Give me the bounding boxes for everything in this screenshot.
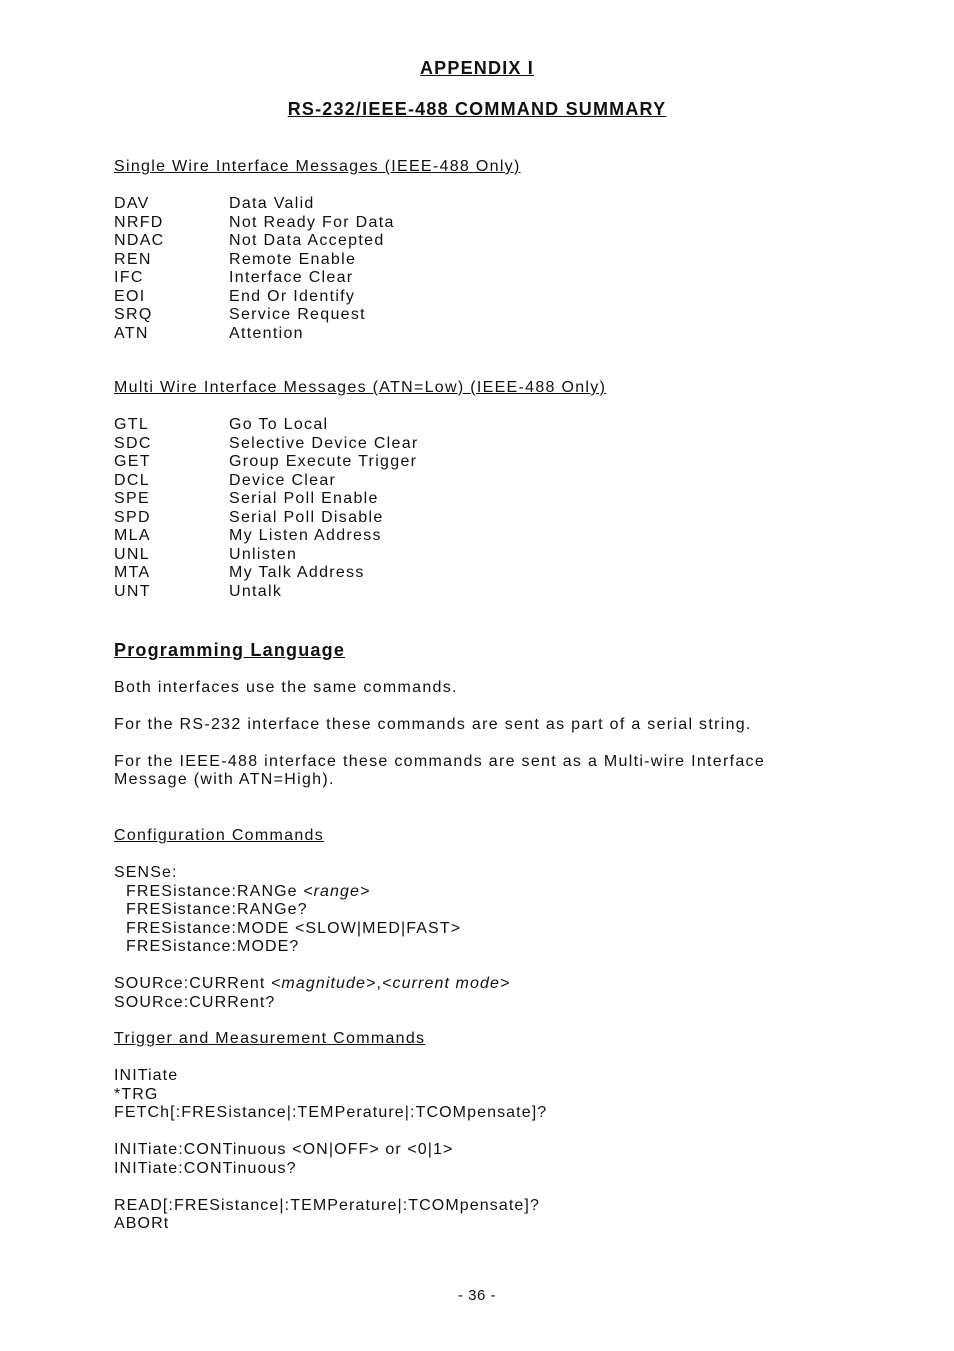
command-line: FRESistance:MODE <SLOW|MED|FAST> <box>126 919 462 937</box>
command-line: SENSe: <box>114 864 178 881</box>
table-row <box>114 214 395 233</box>
paragraph: For the RS-232 interface these commands are sent as part of a serial string. <box>114 716 752 733</box>
trigger-commands-heading: Trigger and Measurement Commands <box>114 1030 426 1047</box>
table-row <box>114 490 419 509</box>
table-row <box>114 564 419 583</box>
command-argument: <current mode> <box>382 975 511 992</box>
command-line: INITiate:CONTinuous? <box>114 1159 297 1177</box>
message-description: Device Clear <box>229 471 337 489</box>
message-code: NRFD <box>114 213 164 231</box>
table-row <box>114 325 395 344</box>
appendix-title: APPENDIX I <box>419 58 535 78</box>
message-description: Data Valid <box>229 195 315 212</box>
command-line: *TRG <box>114 1085 159 1103</box>
command-line: FETCh[:FRESistance|:TEMPerature|:TCOMpensate]? <box>114 1104 548 1121</box>
table-row <box>114 306 395 325</box>
message-description: Go To Local <box>229 416 329 433</box>
message-code: SRQ <box>114 306 153 323</box>
command-separator: , <box>376 975 383 992</box>
message-code: REN <box>114 250 152 268</box>
message-code: SPD <box>114 508 151 526</box>
table-row <box>114 472 419 491</box>
message-code: GET <box>114 453 151 470</box>
table-row <box>114 583 419 602</box>
message-description: Not Ready For Data <box>229 213 395 231</box>
single-wire-heading: Single Wire Interface Messages (IEEE-488 Only) <box>114 158 521 175</box>
command-line: FRESistance:RANGe? <box>126 901 308 918</box>
command-line: READ[:FRESistance|:TEMPerature|:TCOMpensate]? <box>114 1196 540 1214</box>
message-description: Serial Poll Disable <box>229 508 384 526</box>
table-row <box>114 288 395 307</box>
message-code: IFC <box>114 269 144 286</box>
blank-line <box>114 957 510 976</box>
message-description: My Talk Address <box>229 564 365 581</box>
message-description: Service Request <box>229 306 366 323</box>
table-row <box>114 453 419 472</box>
table-row <box>114 251 395 270</box>
message-description: Attention <box>229 324 304 342</box>
programming-language-heading: Programming Language <box>114 640 346 660</box>
command-line: SOURce:CURRent? <box>114 993 276 1011</box>
configuration-command-list <box>114 864 510 1012</box>
multi-wire-heading: Multi Wire Interface Messages (ATN=Low) (IEEE-488 Only) <box>114 379 607 396</box>
message-description: Serial Poll Enable <box>229 490 379 507</box>
blank-line <box>114 1123 547 1142</box>
message-code: DAV <box>114 195 150 212</box>
message-description: Not Data Accepted <box>229 232 385 249</box>
message-description: My Listen Address <box>229 527 382 544</box>
message-code: NDAC <box>114 232 165 249</box>
command-line <box>114 883 510 902</box>
table-row <box>114 416 419 435</box>
table-row <box>114 269 395 288</box>
message-code: UNT <box>114 582 151 600</box>
command-line: FRESistance:MODE? <box>126 938 300 955</box>
message-code: MTA <box>114 564 151 581</box>
table-row <box>114 435 419 454</box>
message-code: ATN <box>114 324 149 342</box>
configuration-commands-heading: Configuration Commands <box>114 827 325 844</box>
summary-title: RS-232/IEEE-488 COMMAND SUMMARY <box>287 99 667 119</box>
table-row <box>114 527 419 546</box>
paragraph: Both interfaces use the same commands. <box>114 679 458 696</box>
command-line: INITiate <box>114 1067 179 1084</box>
message-code: MLA <box>114 527 151 544</box>
page-number: - 36 - <box>457 1287 496 1304</box>
table-row <box>114 195 395 214</box>
command-line <box>114 975 510 994</box>
table-row <box>114 509 419 528</box>
message-description: Untalk <box>229 582 283 600</box>
message-description: Unlisten <box>229 545 298 563</box>
blank-line <box>114 1178 547 1197</box>
message-description: End Or Identify <box>229 287 356 305</box>
message-code: GTL <box>114 416 150 433</box>
message-description: Interface Clear <box>229 269 354 286</box>
command-line: INITiate:CONTinuous <ON|OFF> or <0|1> <box>114 1141 454 1158</box>
table-row <box>114 232 395 251</box>
command-text: FRESistance:RANGe <box>126 882 304 900</box>
message-code: EOI <box>114 287 146 305</box>
paragraph: For the IEEE-488 interface these commands are sent as a Multi-wire Interface <box>114 753 766 770</box>
message-code: UNL <box>114 545 150 563</box>
command-line: ABORt <box>114 1215 170 1232</box>
command-argument: <magnitude> <box>270 975 377 992</box>
command-argument: <range> <box>303 882 371 900</box>
trigger-command-list <box>114 1067 547 1234</box>
single-wire-table <box>114 195 395 343</box>
multi-wire-table <box>114 416 419 601</box>
paragraph: Message (with ATN=High). <box>114 771 335 788</box>
table-row <box>114 546 419 565</box>
message-description: Remote Enable <box>229 250 357 268</box>
message-code: SPE <box>114 490 150 507</box>
command-text: SOURce:CURRent <box>114 975 271 992</box>
message-code: SDC <box>114 434 152 452</box>
message-description: Group Execute Trigger <box>229 453 418 470</box>
message-code: DCL <box>114 471 150 489</box>
message-description: Selective Device Clear <box>229 434 419 452</box>
